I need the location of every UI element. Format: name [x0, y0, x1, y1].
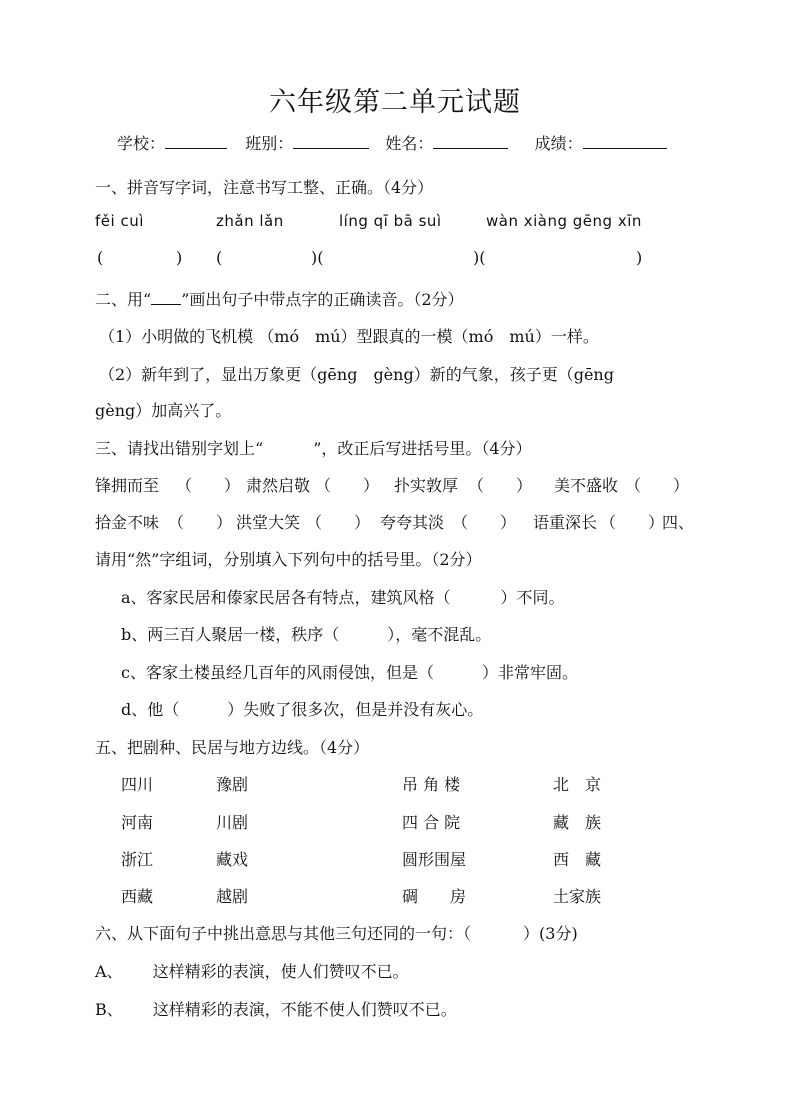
- bracket-open-2: (: [216, 248, 223, 267]
- q3-bracket[interactable]: （ ）: [625, 476, 690, 495]
- school-blank[interactable]: [165, 134, 227, 149]
- q5-place-2[interactable]: 土家族: [553, 887, 602, 906]
- q5-opera[interactable]: 越剧: [216, 887, 249, 906]
- q3-word: 美不盛收: [554, 476, 619, 495]
- q4-a-post: ）不同。: [500, 588, 565, 607]
- bracket-close-3: )(: [473, 248, 486, 267]
- q3-bracket[interactable]: （ ）: [306, 513, 371, 532]
- q5-place[interactable]: 四川: [121, 775, 154, 794]
- q2-heading-pre: 二、用“: [95, 290, 152, 309]
- q6-option-a-text: 这样精彩的表演，使人们赞叹不已。: [152, 962, 409, 981]
- bracket-close-4: ): [636, 248, 643, 267]
- score-label: 成绩：: [534, 134, 583, 153]
- q5-place-2[interactable]: 西 藏: [553, 850, 602, 869]
- q5-opera[interactable]: 川剧: [216, 813, 249, 832]
- q4-a-pre: a、客家民居和傣家民居各有特点，建筑风格（: [121, 588, 451, 607]
- q6-option-a-label: A、: [95, 962, 123, 981]
- q5-place[interactable]: 浙江: [121, 850, 154, 869]
- q3-word: 肃然启敬: [246, 476, 311, 495]
- q5-place[interactable]: 河南: [121, 813, 154, 832]
- q5-dwelling[interactable]: 四 合 院: [402, 813, 461, 832]
- q5-dwelling[interactable]: 吊 角 楼: [402, 775, 461, 794]
- score-blank[interactable]: [583, 134, 667, 149]
- q4-number: 四、: [662, 513, 695, 532]
- q4-item-b: [121, 622, 491, 645]
- pinyin-3: líng qī bā suì: [339, 212, 442, 230]
- q5-heading: 五、把剧种、民居与地方边线。（4分）: [95, 738, 370, 757]
- name-blank[interactable]: [433, 134, 508, 149]
- q3-bracket[interactable]: （ ）: [315, 476, 380, 495]
- info-line: [117, 131, 667, 154]
- class-label: 班别：: [245, 134, 294, 153]
- q3-bracket[interactable]: （ ）: [452, 513, 517, 532]
- q6-option-a: [95, 959, 409, 982]
- name-label: 姓名：: [385, 134, 434, 153]
- q3-word: 锋拥而至: [95, 476, 160, 495]
- q2-sentence-1: （1）小明做的飞机模 （mó mú）型跟真的一模（mó mú）一样。: [99, 327, 599, 346]
- q2-sentence-2b: gèng）加高兴了。: [95, 401, 232, 420]
- q4-b-pre: b、两三百人聚居一楼，秩序（: [121, 625, 340, 644]
- q3-word: 拾金不味: [95, 513, 160, 532]
- q4-item-a: [121, 585, 565, 608]
- q5-place[interactable]: 西藏: [121, 887, 154, 906]
- q3-word: 语重深长: [533, 513, 598, 532]
- q5-dwelling[interactable]: 碉 房: [402, 887, 467, 906]
- q5-dwelling[interactable]: 圆形围屋: [402, 850, 467, 869]
- q6-heading-post: ）(3分): [523, 924, 578, 943]
- bracket-close-2: )(: [311, 248, 324, 267]
- q4-c-post: ）非常牢固。: [481, 663, 578, 682]
- q4-item-c: [121, 660, 578, 683]
- class-blank[interactable]: [293, 134, 369, 149]
- q5-opera[interactable]: 豫剧: [216, 775, 249, 794]
- q4-heading: 请用“然”字组词，分别填入下列句中的括号里。（2分）: [95, 550, 482, 569]
- pinyin-2: zhǎn lǎn: [216, 212, 284, 230]
- q6-heading-pre: 六、从下面句子中挑出意思与其他三句还同的一句：（: [95, 924, 472, 943]
- q6-option-b-text: 这样精彩的表演，不能不使人们赞叹不已。: [152, 1000, 457, 1019]
- q5-opera[interactable]: 藏戏: [216, 850, 249, 869]
- q4-item-d: [121, 697, 483, 720]
- pinyin-4: wàn xiàng gēng xīn: [486, 212, 642, 230]
- q3-word: 扑实敦厚: [394, 476, 459, 495]
- school-label: 学校：: [117, 134, 166, 153]
- q2-underline-sample: [151, 290, 181, 305]
- q3-word: 洪堂大笑: [236, 513, 301, 532]
- q3-heading: [95, 436, 532, 459]
- q6-option-b-label: B、: [95, 1000, 123, 1019]
- q2-heading: [95, 287, 464, 310]
- pinyin-1: fěi cuì: [95, 212, 144, 230]
- q2-sentence-2a: （2）新年到了，显出万象更（gēng gèng）新的气象，孩子更（gēng: [99, 365, 614, 384]
- q4-d-post: ）失败了很多次，但是并没有灰心。: [227, 700, 484, 719]
- q3-bracket[interactable]: （ ）: [468, 476, 533, 495]
- q5-place-2[interactable]: 北 京: [553, 775, 602, 794]
- q3-bracket[interactable]: （ ）: [600, 513, 665, 532]
- bracket-close-1: ): [176, 248, 183, 267]
- q3-word: 夸夸其淡: [380, 513, 445, 532]
- q4-d-pre: d、他（: [121, 700, 180, 719]
- q2-heading-post: ”画出句子中带点字的正确读音。（2分）: [181, 290, 464, 309]
- page-title: 六年级第二单元试题: [269, 87, 521, 118]
- q3-bracket[interactable]: （ ）: [176, 476, 241, 495]
- q3-heading-pre: 三、请找出错别字划上“: [95, 439, 264, 458]
- q4-c-pre: c、客家土楼虽经几百年的风雨侵蚀，但是（: [121, 663, 434, 682]
- q5-place-2[interactable]: 藏 族: [553, 813, 602, 832]
- bracket-open-1: (: [97, 248, 104, 267]
- q6-option-b: [95, 997, 457, 1020]
- q3-bracket[interactable]: （ ）: [168, 513, 233, 532]
- q4-b-post: ），毫不混乱。: [387, 625, 492, 644]
- q1-heading: 一、拼音写字词，注意书写工整、正确。（4分）: [95, 178, 434, 197]
- q3-heading-post: ”，改正后写进括号里。（4分）: [313, 439, 532, 458]
- q6-heading: [95, 921, 578, 944]
